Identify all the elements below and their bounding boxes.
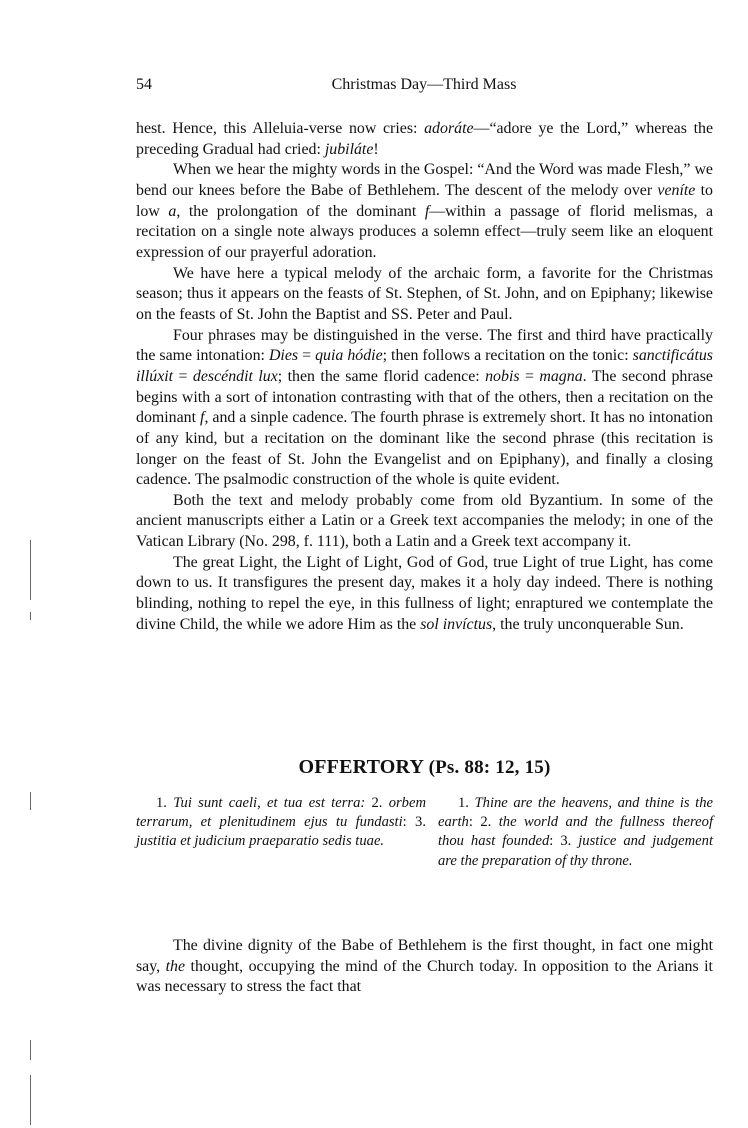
english-column — [438, 794, 713, 871]
scan-mark — [30, 792, 31, 810]
closing-text — [136, 936, 713, 998]
scan-mark — [30, 540, 31, 600]
scan-mark — [30, 1040, 31, 1060]
latin-column — [136, 794, 426, 852]
page-header — [136, 76, 712, 98]
scan-margin-marks — [30, 0, 40, 1128]
offertory-text — [136, 794, 713, 929]
main-text — [136, 119, 713, 635]
page-number: 54 — [136, 76, 152, 93]
scan-mark — [30, 612, 31, 620]
paragraph-5: Both the text and melody probably come from old Byzantium. In some of the ancient manuscripts either a Latin or a Greek text accompanies the melody; in one of the Vatican Library (No. 298, f. 111), both a Latin and a Greek text accompany it. — [136, 491, 713, 551]
paragraph-6: The great Light, the Light of Light, God of God, true Light of true Light, has come down to us. It transfigures the present day, makes it a holy day indeed. There is nothing blinding, nothing to repel the eye, in this fullness of light; enraptured we contemplate the divine Child, the while we adore Him as the sol invíctus, the truly unconquerable Sun. — [136, 553, 713, 633]
closing-paragraph: The divine dignity of the Babe of Bethlehem is the first thought, in fact one might say, the thought, occupying the mind of the Church today. In opposition to the Arians it was necessary to stress the fact that — [136, 937, 713, 996]
english-text: 1. Thine are the heavens, and thine is the earth: 2. the world and the fullness thereof thou hast founded: 3. justice and judgement are the preparation of thy throne. — [438, 795, 714, 869]
paragraph-3: We have here a typical melody of the archaic form, a favorite for the Christmas season; thus it appears on the feasts of St. Stephen, of St. John, and on Epiphany; likewise on the feasts of St. John the Baptist and SS. Peter and Paul. — [136, 264, 713, 323]
latin-text: 1. Tui sunt caeli, et tua est terra: 2. orbem terrarum, et plenitudinem ejus tu fundasti: 3. justitia et judicium praeparatio sedis tuae. — [136, 795, 426, 850]
paragraph-4: Four phrases may be distinguished in the verse. The first and third have practically the same intonation: Dies = quia hódie; then follows a recitation on the tonic: sanctificátus illúxit = descéndit lux; then the same florid cadence: nobis = magna. The second phrase begins with a sort of intonation contrasting with that of the others, then a recitation on the dominant f, and a sinple cadence. The fourth phrase is extremely short. It has no intonation of any kind, but a recitation on the dominant like the second phrase (this recitation is longer on the feast of St. John the Evangelist and on Epiphany), and finally a closing cadence. The psalmodic construction of the whole is quite evident. — [136, 326, 713, 489]
running-title: Christmas Day—Third Mass — [331, 76, 517, 93]
paragraph-1: hest. Hence, this Alleluia-verse now cries: adoráte—“adore ye the Lord,” whereas the preceding Gradual had cried: jubiláte! — [136, 120, 714, 158]
scan-mark — [30, 1075, 31, 1125]
offertory-reference: (Ps. 88: 12, 15) — [428, 757, 551, 778]
offertory-heading — [136, 756, 713, 779]
offertory-title: OFFERTORY — [298, 756, 424, 778]
paragraph-2: When we hear the mighty words in the Gospel: “And the Word was made Flesh,” we bend our knees before the Babe of Bethlehem. The descent of the melody over veníte to low a, the prolongation of the dominant f—within a passage of florid melismas, a recitation on a single note always produces a solemn effect—truly seem like an eloquent expression of our prayerful adoration. — [136, 161, 714, 261]
